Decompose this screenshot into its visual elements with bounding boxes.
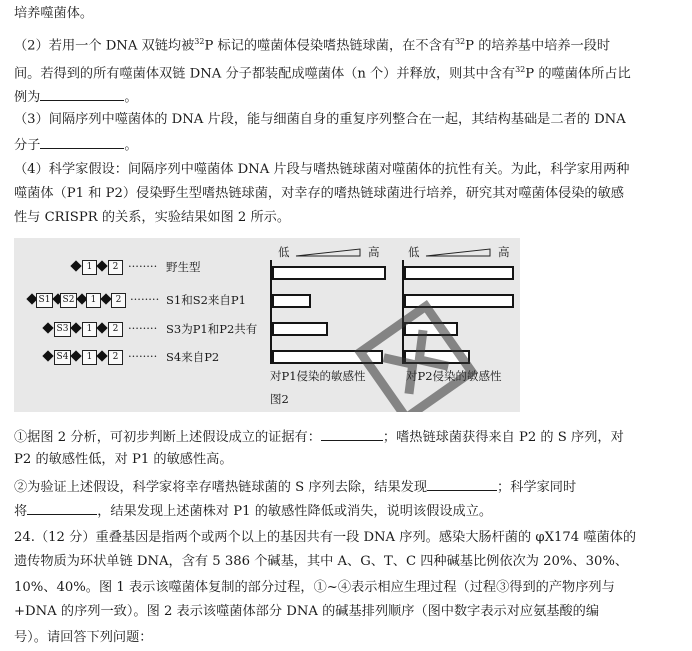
text-line: 24.（12 分）重叠基因是指两个或两个以上的基因共有一段 DNA 序列。感染大肠杆菌的 φX174 噬菌体的 <box>14 530 637 545</box>
answer-blank[interactable] <box>427 476 497 491</box>
sensitivity-bar <box>272 266 386 280</box>
dots: ········ <box>130 292 160 306</box>
sensitivity-bar <box>404 266 514 280</box>
genotype-row <box>14 320 274 338</box>
text-line: 性与 CRISPR 的关系，实验结果如图 2 所示。 <box>14 210 291 225</box>
genotype-row <box>14 291 274 309</box>
answer-blank[interactable] <box>40 134 124 149</box>
text-line: ①据图 2 分析，可初步判断上述假设成立的证据有： ；嗜热链球菌获得来自 P2 的 S 序列，对 <box>14 426 682 448</box>
text-line: （3）间隔序列中噬菌体的 DNA 片段，能与细菌自身的重复序列整合在一起，其结构基础是二者的 DNA <box>14 112 626 127</box>
axis-low-label: 低 <box>278 245 290 259</box>
repeat-diamond <box>70 260 81 271</box>
p1-caption: 对P1侵染的敏感性 <box>270 369 366 383</box>
spacer-chip: S4 <box>54 350 71 365</box>
row-label: S4来自P2 <box>166 350 220 364</box>
spacer-chip: 1 <box>82 260 97 275</box>
text-line: +DNA 的序列一致）。图 2 表示该噬菌体部分 DNA 的碱基排列顺序（图中数字表示对应氨基酸的编 <box>14 604 600 619</box>
genotype-row <box>14 348 274 366</box>
gradient-wedge <box>294 248 364 258</box>
row-label: S1和S2来自P1 <box>166 293 246 307</box>
text-line: 遗传物质为环状单链 DNA，含有 5 386 个碱基，其中 A、G、T、C 四种碱基比例依次为 20%、30%、 <box>14 554 629 569</box>
dots: ········ <box>128 349 158 363</box>
row-label: S3为P1和P2共有 <box>166 322 258 336</box>
repeat-diamond <box>96 350 107 361</box>
row-label: 野生型 <box>166 260 201 274</box>
dots: ········ <box>128 321 158 335</box>
spacer-chip: 2 <box>111 293 126 308</box>
spacer-chip: 2 <box>108 322 123 337</box>
text-line: 噬菌体（P1 和 P2）侵染野生型嗜热链球菌，对幸存的嗜热链球菌进行培养，研究其对噬菌体侵染的敏感 <box>14 186 624 201</box>
repeat-diamond <box>96 260 107 271</box>
figure-label: 图2 <box>270 392 289 406</box>
spacer-chip: 1 <box>86 293 101 308</box>
text-line: 号）。请回答下列问题： <box>14 630 153 645</box>
spacer-chip: S3 <box>54 322 71 337</box>
sensitivity-bar <box>272 322 328 336</box>
spacer-chip: 2 <box>108 260 123 275</box>
axis-high-label: 高 <box>368 245 380 259</box>
spacer-chip: S2 <box>60 293 77 308</box>
dots: ········ <box>128 259 158 273</box>
genotype-row <box>14 258 274 276</box>
axis-high-label: 高 <box>498 245 510 259</box>
watermark-icon <box>352 298 480 412</box>
figure-2 <box>14 238 520 412</box>
repeat-diamond <box>42 350 53 361</box>
text-line: 例为 。 <box>14 86 682 108</box>
text-line: P2 的敏感性低，对 P1 的敏感性高。 <box>14 452 233 467</box>
axis-low-label: 低 <box>408 245 420 259</box>
spacer-chip: 2 <box>108 350 123 365</box>
answer-blank[interactable] <box>40 86 124 101</box>
text-line: 将 ，结果发现上述菌株对 P1 的敏感性降低或消失，说明该假设成立。 <box>14 500 682 522</box>
repeat-diamond <box>70 350 81 361</box>
text-line: 培养噬菌体。 <box>14 6 94 21</box>
p2-caption: 对P2侵染的敏感性 <box>406 369 502 383</box>
text-line: （4）科学家假设：间隔序列中噬菌体 DNA 片段与嗜热链球菌对噬菌体的抗性有关。为此，科学家用两种 <box>14 162 630 177</box>
repeat-diamond <box>96 322 107 333</box>
spacer-chip: 1 <box>82 350 97 365</box>
repeat-diamond <box>70 322 81 333</box>
text-line: ②为验证上述假设，科学家将幸存嗜热链球菌的 S 序列去除，结果发现 ；科学家同时 <box>14 476 682 498</box>
text-line: 10%、40%。图 1 表示该噬菌体复制的部分过程，①~④表示相应生理过程（过程③得到的产物序列与 <box>14 580 615 595</box>
answer-blank[interactable] <box>27 500 97 515</box>
text-line: 分子 。 <box>14 134 682 156</box>
spacer-chip: 1 <box>82 322 97 337</box>
answer-blank[interactable] <box>321 426 383 441</box>
repeat-diamond <box>42 322 53 333</box>
sensitivity-bar <box>272 294 311 308</box>
spacer-chip: S1 <box>36 293 53 308</box>
text-line: （2）若用一个 DNA 双链均被$^{32}$P 标记的噬菌体侵染嗜热链球菌，在不含有$^{32}$P 的培养基中培养一段时 <box>14 37 611 54</box>
repeat-diamond <box>100 293 111 304</box>
gradient-wedge <box>424 248 494 258</box>
text-line: 间。若得到的所有噬菌体双链 DNA 分子都装配成噬菌体（n 个）并释放，则其中含有$^{32}$P 的噬菌体所占比 <box>14 65 631 82</box>
